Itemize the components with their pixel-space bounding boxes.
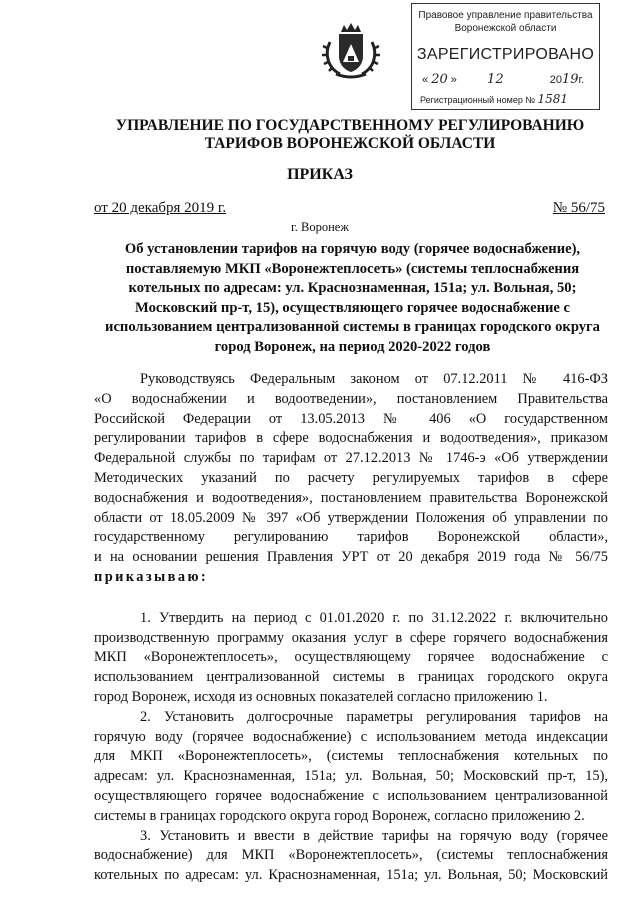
body-line: адресам: ул. Краснознаменная, 151а; ул. Вольная, 50; Московский пр-т, 15), bbox=[94, 768, 608, 785]
body-line: для МКП «Воронежтеплосеть», (системы теплоснабжения котельных по bbox=[94, 748, 608, 765]
stamp-registered-label: ЗАРЕГИСТРИРОВАНО bbox=[416, 46, 595, 63]
body-line: и на основании решения Правления УРТ от 20 декабря 2019 года № 56/75 bbox=[94, 549, 608, 566]
document-type-title: ПРИКАЗ bbox=[287, 166, 353, 183]
subject-line: Московский пр-т, 15), осуществляющего горячее водоснабжение с bbox=[135, 299, 570, 316]
stamp-authority-line1: Правовое управление правительства bbox=[418, 10, 593, 21]
city: г. Воронеж bbox=[291, 220, 349, 234]
stamp-authority-line2: Воронежской области bbox=[454, 23, 557, 34]
body-line: водоснабжения и водоотведения», постановлением правительства Воронежской bbox=[94, 489, 608, 506]
organization-name-line1: УПРАВЛЕНИЕ ПО ГОСУДАРСТВЕННОМУ РЕГУЛИРОВАНИЮ bbox=[115, 117, 585, 134]
body-line: производственную программу оказания услуг в сфере горячего водоснабжения bbox=[94, 629, 608, 646]
subject-line: город Воронеж, на период 2020-2022 годов bbox=[214, 338, 491, 355]
coat-of-arms-emblem bbox=[322, 22, 380, 80]
item-1-paragraph bbox=[94, 609, 608, 708]
body-line: Российской Федерации от 13.05.2013 № 406 «О государственном bbox=[94, 410, 608, 427]
item-2-paragraph bbox=[94, 708, 608, 827]
item-3-paragraph bbox=[94, 827, 608, 886]
order-word: приказываю: bbox=[94, 568, 209, 585]
body-line: котельных по адресам: ул. Краснознаменная, 151а; ул. Вольная, 50; Московский bbox=[94, 867, 608, 884]
body-line: МКП «Воронежтеплосеть», осуществляющему горячее водоснабжение с bbox=[94, 649, 608, 666]
stamp-date: « 20 » 12 2019г. bbox=[422, 72, 585, 87]
body-line: системы в границах городского округа город Воронеж, согласно приложению 2. bbox=[94, 807, 585, 824]
body-line: области от 18.05.2009 № 397 «Об утверждении Положения об управлении по bbox=[94, 509, 608, 526]
body-line: 1. Утвердить на период с 01.01.2020 г. по 31.12.2022 г. включительно bbox=[140, 609, 608, 626]
order-subject bbox=[95, 240, 610, 358]
body-line: водоснабжение) для МКП «Воронежтеплосеть», (системы теплоснабжения bbox=[94, 847, 608, 864]
stamp-regnum-handwritten: 1581 bbox=[537, 92, 569, 106]
body-line: «О водоснабжении и водоотведении», постановлением Правительства bbox=[94, 390, 608, 407]
organization-name-line2: ТАРИФОВ ВОРОНЕЖСКОЙ ОБЛАСТИ bbox=[204, 135, 496, 152]
body-line: Руководствуясь Федеральным законом от 07.12.2011 № 416-ФЗ bbox=[140, 371, 608, 387]
body-line: 2. Установить долгосрочные параметры регулирования тарифов на bbox=[140, 708, 608, 725]
order-number: № 56/75 bbox=[552, 200, 605, 216]
subject-line: Об установлении тарифов на горячую воду (горячее водоснабжение), bbox=[124, 241, 581, 257]
subject-line: использованием централизованной системы в границах городского округа bbox=[105, 319, 600, 336]
stamp-year-handwritten: 19 bbox=[561, 72, 579, 87]
body-line: Методических указаний по расчету регулируемых тарифов в сфере bbox=[94, 469, 608, 486]
body-line: 3. Установить и ввести в действие тарифы на горячую воду (горячее bbox=[140, 827, 608, 844]
subject-line: котельных по адресам: ул. Краснознаменная, 151а; ул. Вольная, 50; bbox=[128, 280, 577, 297]
stamp-day-handwritten: 20 bbox=[431, 72, 448, 87]
registration-stamp bbox=[411, 3, 600, 110]
body-line: использованием централизованной системы в границах городского округа bbox=[94, 669, 608, 686]
subject-line: поставляемую МКП «Воронежтеплосеть» (системы теплоснабжения bbox=[125, 260, 580, 277]
stamp-regnum: Регистрационный номер № 1581 bbox=[420, 92, 569, 106]
preamble-paragraph bbox=[94, 370, 608, 588]
stamp-month-handwritten: 12 bbox=[487, 72, 504, 87]
body-line: регулировании тарифов в сфере водоснабжения и водоотведения», приказом bbox=[94, 430, 608, 447]
order-body bbox=[94, 370, 608, 886]
body-line: город Воронеж, исходя из основных показателей согласно приложению 1. bbox=[94, 688, 548, 705]
body-line: осуществляющего горячее водоснабжение с использованием централизованной bbox=[94, 787, 608, 804]
order-date: от 20 декабря 2019 г. bbox=[94, 200, 227, 216]
body-line: государственному регулированию тарифов Воронежской области», bbox=[94, 529, 608, 546]
body-line: Федеральной службы по тарифам от 27.12.2013 № 1746-э «Об утверждении bbox=[94, 450, 608, 467]
body-line: горячую воду (горячее водоснабжение) с использованием метода индексации bbox=[94, 728, 608, 745]
